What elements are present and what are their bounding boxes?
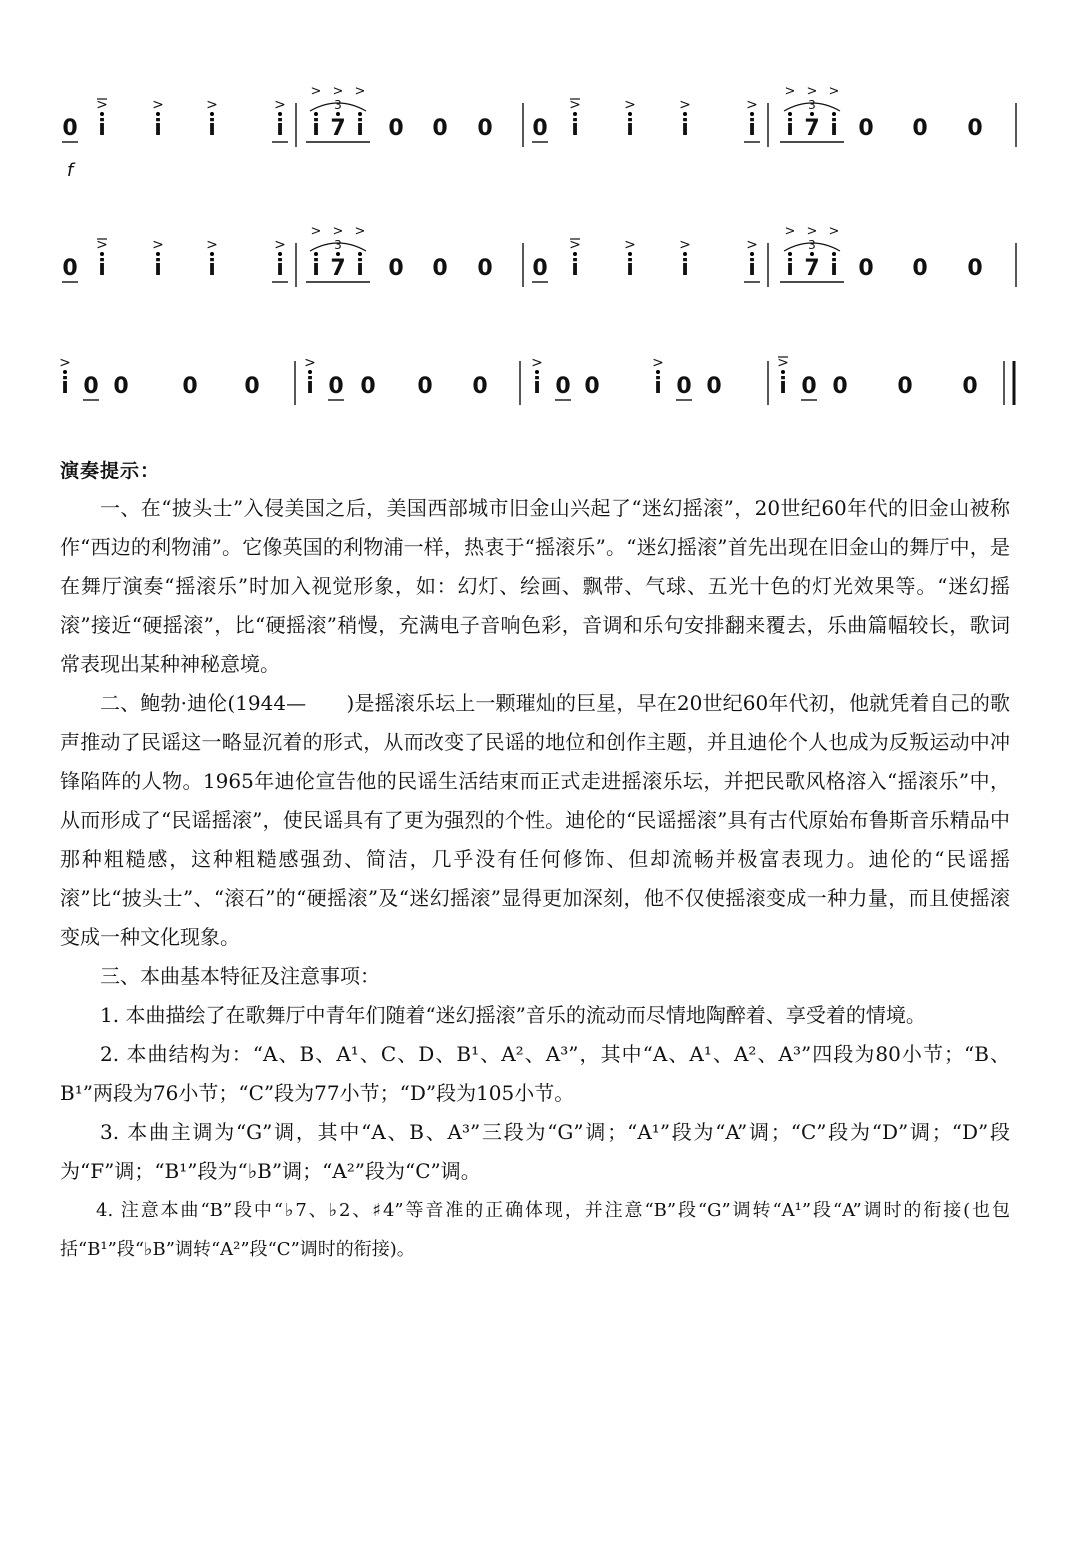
rest-digit: 0 [360,374,376,399]
note-digit: i [208,256,216,281]
triplet-number: 3 [808,238,816,252]
high-octave-dot [336,252,340,256]
high-octave-dot [314,252,318,256]
performance-tips [60,456,1010,1269]
accent-mark: > [59,355,71,371]
accent-mark: > [746,97,758,113]
rest-digit: 0 [962,374,978,399]
rest-digit: 0 [328,374,344,399]
accent-mark: > [777,355,789,371]
rest-digit: 0 [432,256,448,281]
note-digit: i [312,116,320,141]
note-digit: i [681,116,689,141]
note-digit: i [356,116,364,141]
high-octave-dot [832,112,836,116]
rest-digit: 0 [584,374,600,399]
high-octave-dot [810,252,814,256]
note-digit: i [356,256,364,281]
accent-mark: > [531,355,543,371]
note-digit: i [786,116,794,141]
accent-mark: > [274,97,286,113]
high-octave-dot [832,252,836,256]
accent-mark: > [624,237,636,253]
accent-mark: > [96,97,108,113]
rest-digit: 0 [432,116,448,141]
rest-digit: 0 [417,374,433,399]
rest-digit: 0 [858,256,874,281]
note-digit: i [779,374,787,399]
accent-mark: > [806,224,818,239]
note-digit: 7 [330,256,346,281]
accent-mark: > [679,97,691,113]
rest-digit: 0 [555,374,571,399]
accent-mark: > [828,84,840,99]
rest-digit: 0 [244,374,260,399]
note-digit: i [786,256,794,281]
rest-digit: 0 [83,374,99,399]
accent-mark: > [354,84,366,99]
accent-mark: > [746,237,758,253]
rest-digit: 0 [388,256,404,281]
note-digit: i [681,256,689,281]
note-digit: i [208,116,216,141]
rest-digit: 0 [967,116,983,141]
rest-digit: 0 [858,116,874,141]
tips-paragraph-1: 一、在“披头士”入侵美国之后，美国西部城市旧金山兴起了“迷幻摇滚”，20世纪60年代的旧金山被称作“西边的利物浦”。它像英国的利物浦一样，热衷于“摇滚乐”。“迷幻摇滚”首先出现在旧金山的舞厅中，是在舞厅演奏“摇滚乐”时加入视觉形象，如：幻灯、绘画、飘带、气球、五光十色的灯光效果等。“迷幻摇滚”接近“硬摇滚”，比“硬摇滚”稍慢，充满电子音响色彩，音调和乐句安排翻来覆去，乐曲篇幅较长，歌词常表现出某种神秘意境。 [60,496,1010,676]
high-octave-dot [788,112,792,116]
rest-digit: 0 [532,116,548,141]
note-digit: 7 [804,256,820,281]
high-octave-dot [358,112,362,116]
note-digit: i [748,116,756,141]
note-digit: i [654,374,662,399]
rest-digit: 0 [113,374,129,399]
note-digit: i [154,116,162,141]
rest-digit: 0 [801,374,817,399]
rest-digit: 0 [706,374,722,399]
accent-mark: > [310,224,322,239]
note-digit: i [98,116,106,141]
note-digit: i [626,116,634,141]
note-digit: i [61,374,69,399]
rest-digit: 0 [967,256,983,281]
accent-mark: > [274,237,286,253]
note-digit: i [626,256,634,281]
accent-mark: > [332,84,344,99]
accent-mark: > [679,237,691,253]
accent-mark: > [624,97,636,113]
rest-digit: 0 [62,256,78,281]
rest-digit: 0 [477,116,493,141]
accent-mark: > [332,224,344,239]
note-digit: i [830,256,838,281]
accent-mark: > [354,224,366,239]
note-digit: i [533,374,541,399]
accent-mark: > [304,355,316,371]
tips-paragraph-2: 二、鲍勃·迪伦(1944— )是摇滚乐坛上一颗璀灿的巨星，早在20世纪60年代初，他就凭着自己的歌声推动了民谣这一略显沉着的形式，从而改变了民谣的地位和创作主题，并且迪伦个人也成为反叛运动中冲锋陷阵的人物。1965年迪伦宣告他的民谣生活结束而正式走进摇滚乐坛，并把民歌风格溶入“摇滚乐”中，从而形成了“民谣摇滚”，使民谣具有了更为强烈的个性。迪伦的“民谣摇滚”具有古代原始布鲁斯音乐精品中那种粗糙感，这种粗糙感强劲、简洁，几乎没有任何修饰、但却流畅并极富表现力。迪伦的“民谣摇滚”比“披头士”、“滚石”的“硬摇滚”及“迷幻摇滚”显得更加深刻，他不仅使摇滚变成一种力量，而且使摇滚变成一种文化现象。 [60,691,1010,949]
accent-mark: > [652,355,664,371]
triplet-number: 3 [808,98,816,112]
rest-digit: 0 [182,374,198,399]
tips-title: 演奏提示： [60,460,161,482]
note-digit: i [571,116,579,141]
accent-mark: > [784,224,796,239]
accent-mark: > [569,237,581,253]
note-digit: i [571,256,579,281]
triplet-number: 3 [334,238,342,252]
note-digit: i [306,374,314,399]
tips-paragraph-4: 1. 本曲描绘了在歌舞厅中青年们随着“迷幻摇滚”音乐的流动而尽情地陶醉着、享受着的情境。 [100,1003,926,1027]
note-digit: i [748,256,756,281]
tips-paragraph-5: 2. 本曲结构为：“A、B、A¹、C、D、B¹、A²、A³”，其中“A、A¹、A²、A³”四段为80小节；“B、B¹”两段为76小节；“C”段为77小节；“D”段为105小节。 [60,1042,1010,1105]
dynamic-marking: f [66,160,74,181]
accent-mark: > [569,97,581,113]
note-digit: i [312,256,320,281]
triplet-number: 3 [334,98,342,112]
accent-mark: > [828,224,840,239]
rest-digit: 0 [388,116,404,141]
rest-digit: 0 [62,116,78,141]
rest-digit: 0 [532,256,548,281]
accent-mark: > [784,84,796,99]
note-digit: i [830,116,838,141]
accent-mark: > [806,84,818,99]
accent-mark: > [206,97,218,113]
tips-paragraph-7: 4. 注意本曲“B”段中“♭7、♭2、♯4”等音准的正确体现，并注意“B”段“G”调转“A¹”段“A”调时的衔接(也包括“B¹”段“♭B”调转“A²”段“C”调时的衔接)。 [60,1200,1010,1260]
rest-digit: 0 [477,256,493,281]
tips-paragraph-6: 3. 本曲主调为“G”调，其中“A、B、A³”三段为“G”调；“A¹”段为“A”调；“C”段为“D”调；“D”段为“F”调；“B¹”段为“♭B”调；“A²”段为“C”调。 [60,1120,1010,1183]
accent-mark: > [206,237,218,253]
accent-mark: > [96,237,108,253]
tips-paragraph-3: 三、本曲基本特征及注意事项： [100,964,380,988]
accent-mark: > [152,237,164,253]
accent-mark: > [152,97,164,113]
high-octave-dot [314,112,318,116]
score-notation [0,0,1072,440]
high-octave-dot [358,252,362,256]
rest-digit: 0 [897,374,913,399]
note-digit: 7 [330,116,346,141]
accent-mark: > [310,84,322,99]
rest-digit: 0 [472,374,488,399]
rest-digit: 0 [912,256,928,281]
note-digit: i [154,256,162,281]
high-octave-dot [810,112,814,116]
rest-digit: 0 [832,374,848,399]
high-octave-dot [336,112,340,116]
note-digit: i [276,116,284,141]
rest-digit: 0 [912,116,928,141]
note-digit: i [276,256,284,281]
note-digit: i [98,256,106,281]
note-digit: 7 [804,116,820,141]
high-octave-dot [788,252,792,256]
rest-digit: 0 [676,374,692,399]
